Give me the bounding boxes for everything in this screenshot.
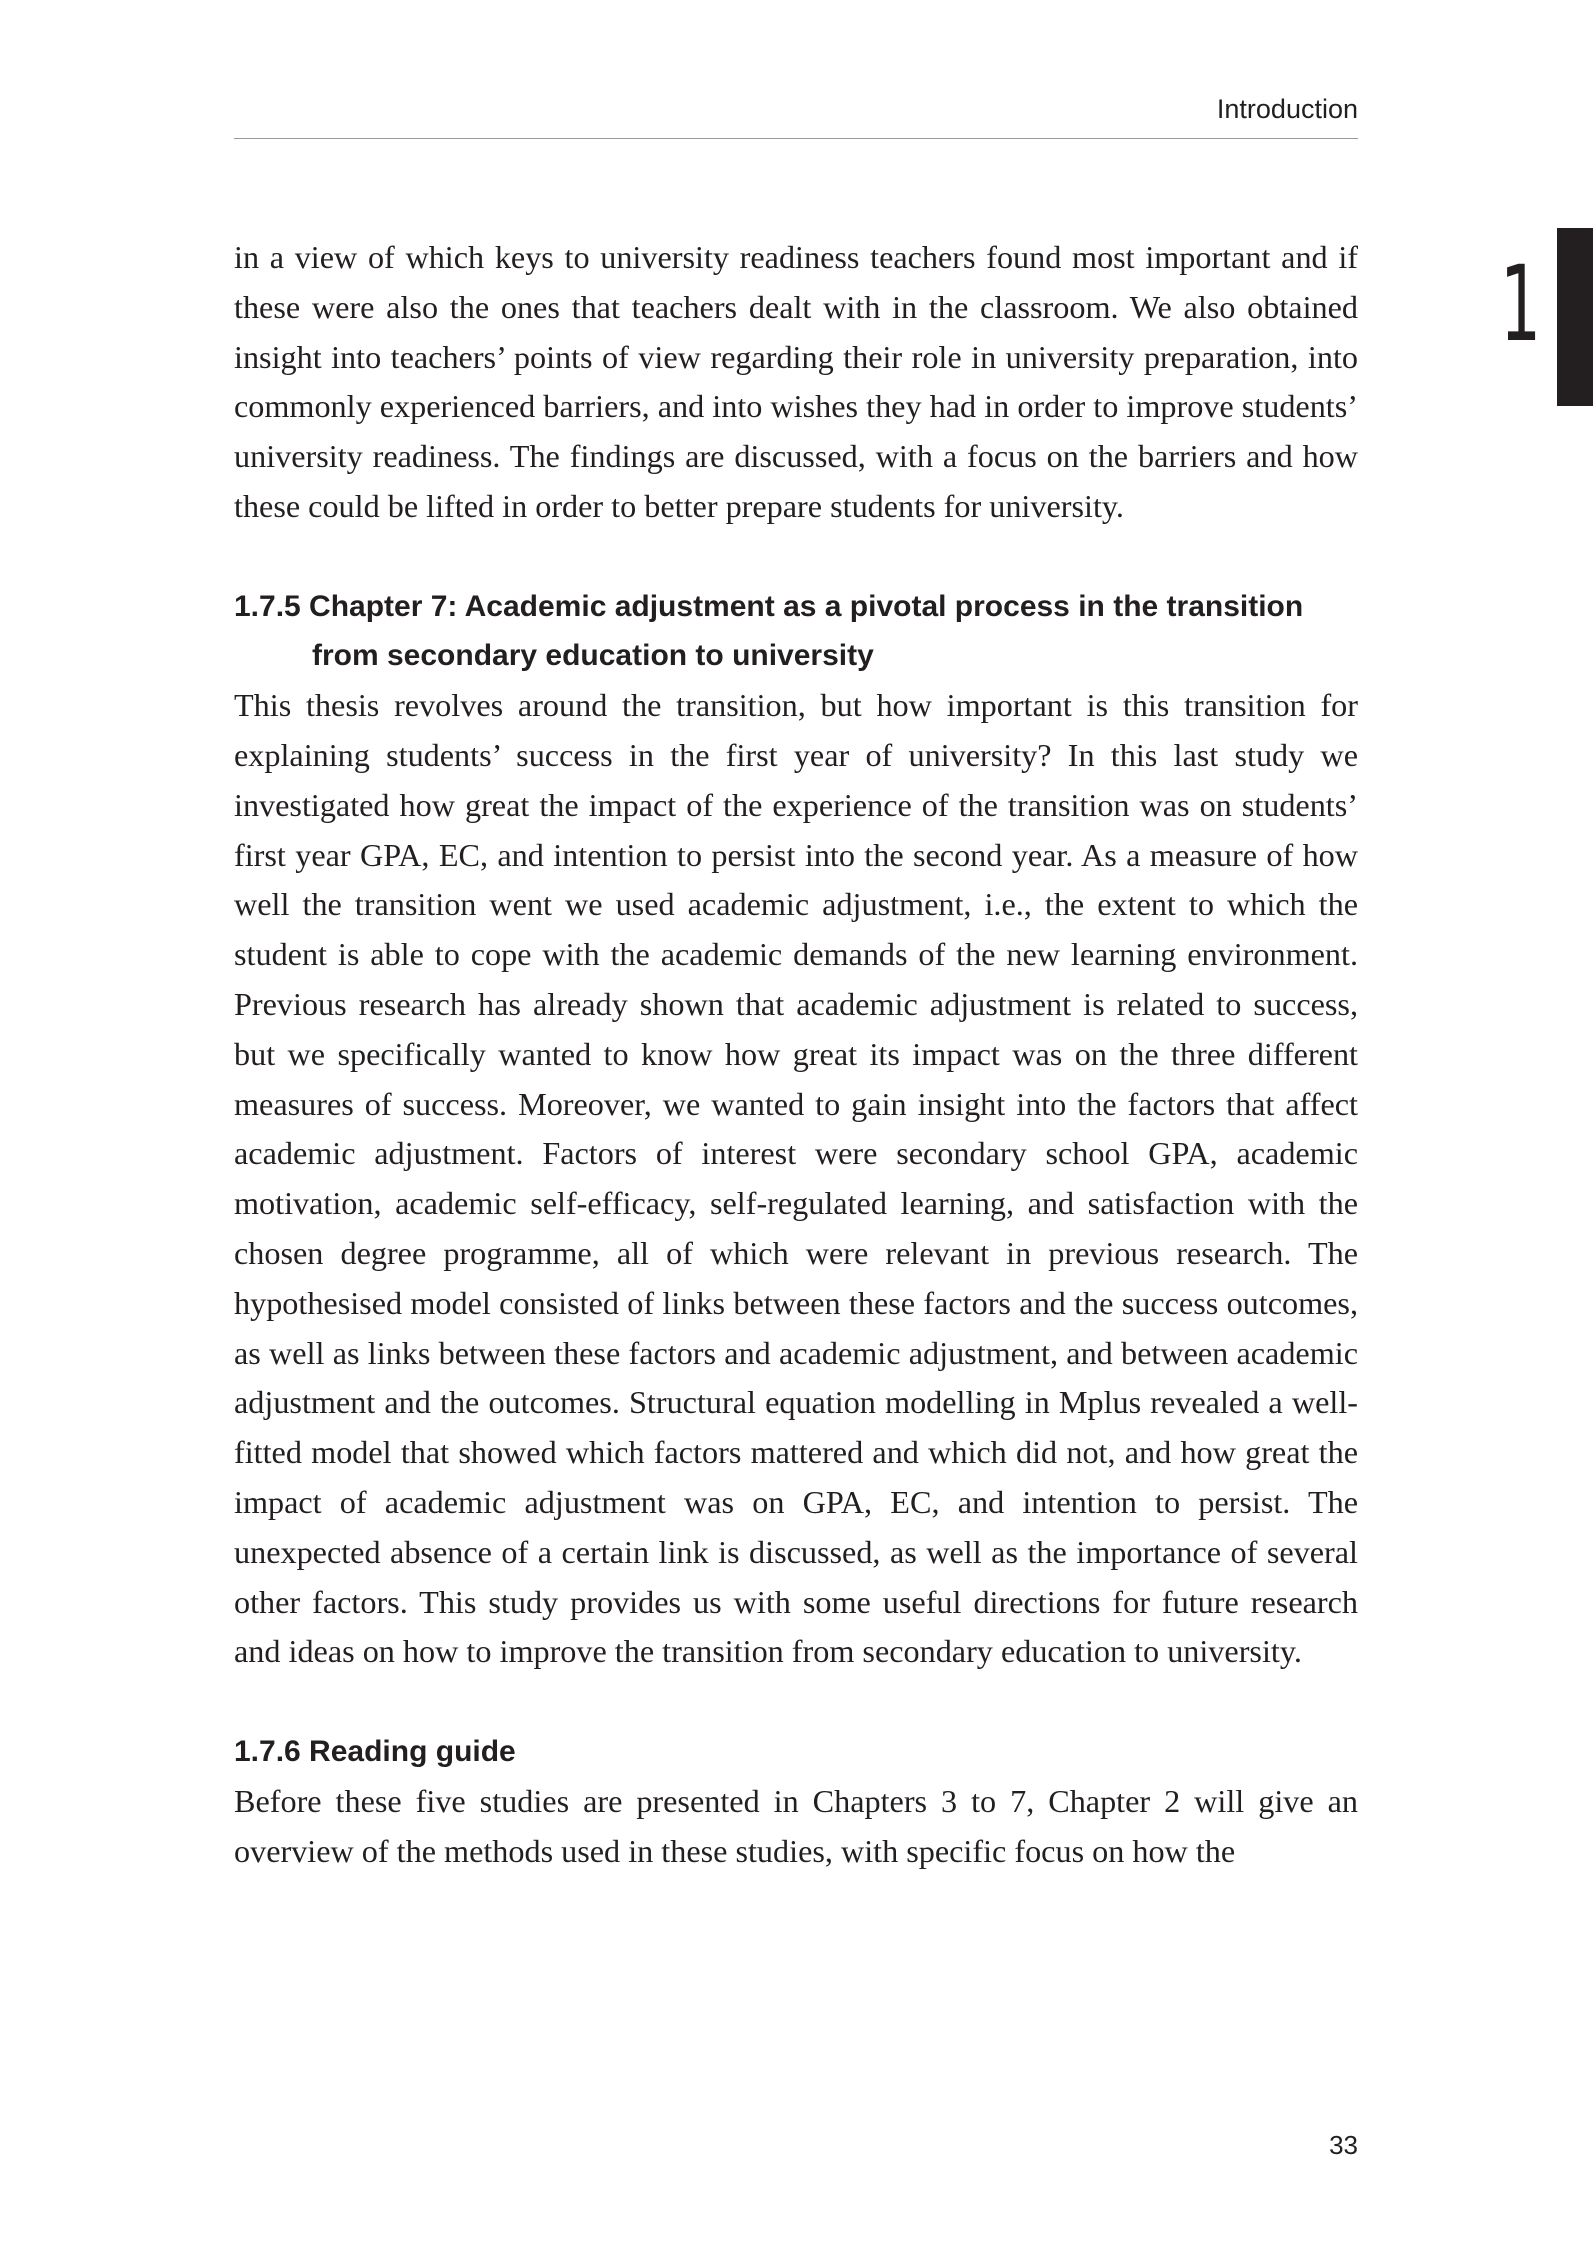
section-1-7-6-body: Before these five studies are presented in Chapters 3 to 7, Chapter 2 will give an overview of the methods used in these studies, with specific focus on how the [234, 1782, 1358, 1869]
section-heading-1-7-6: 1.7.6 Reading guide [234, 1734, 516, 1768]
section-heading-1-7-5 [234, 582, 1358, 682]
paragraph-gap [234, 532, 1358, 582]
section-heading-1-7-5-line2: from secondary education to university [312, 639, 874, 673]
intro-paragraph: in a view of which keys to university readiness teachers found most important and if these were also the ones that teachers dealt with in the classroom. We also obtained insight into teachers’ points of view regarding their role in university preparation, into commonly experienced barriers, and into wishes they had in order to improve students’ university readiness. The findings are discussed, with a focus on the barriers and how these could be lifted in order to better prepare students for university. [234, 239, 1358, 524]
paragraph-gap [234, 1677, 1358, 1727]
page-body [234, 233, 1358, 1876]
running-header-title: Introduction [1216, 94, 1358, 124]
section-1-7-5-body: This thesis revolves around the transition, but how important is this transition for explaining students’ success in the first year of university? In this last study we investigated how great the impact of the experience of the transition was on students’ first year GPA, EC, and intention to persist into the second year. As a measure of how well the transition went we used academic adjustment, i.e., the extent to which the student is able to cope with the academic demands of the new learning environment. Previous research has already shown that academic adjustment is related to success, but we specifically wanted to know how great its impact was on the three different measures of success. Moreover, we wanted to gain insight into the factors that affect academic adjustment. Factors of interest were secondary school GPA, academic motivation, academic self-efficacy, self-regulated learning, and satisfaction with the chosen degree programme, all of which were relevant in previous research. The hypothesised model consisted of links between these factors and the success outcomes, as well as links between these factors and academic adjustment, and between academic adjustment and the outcomes. Structural equation modelling in Mplus revealed a well-fitted model that showed which factors mattered and which did not, and how great the impact of academic adjustment was on GPA, EC, and intention to persist. The unexpected absence of a certain link is discussed, as well as the importance of several other factors. This study provides us with some useful directions for future research and ideas on how to improve the transition from secondary education to university. [234, 687, 1358, 1670]
page-number: 33 [1329, 2130, 1358, 2160]
chapter-number: 1 [1500, 243, 1542, 365]
running-header [234, 88, 1358, 139]
section-heading-1-7-5-line1: 1.7.5 Chapter 7: Academic adjustment as a pivotal process in the transition [234, 589, 1304, 623]
chapter-tab-marker [1557, 228, 1593, 406]
